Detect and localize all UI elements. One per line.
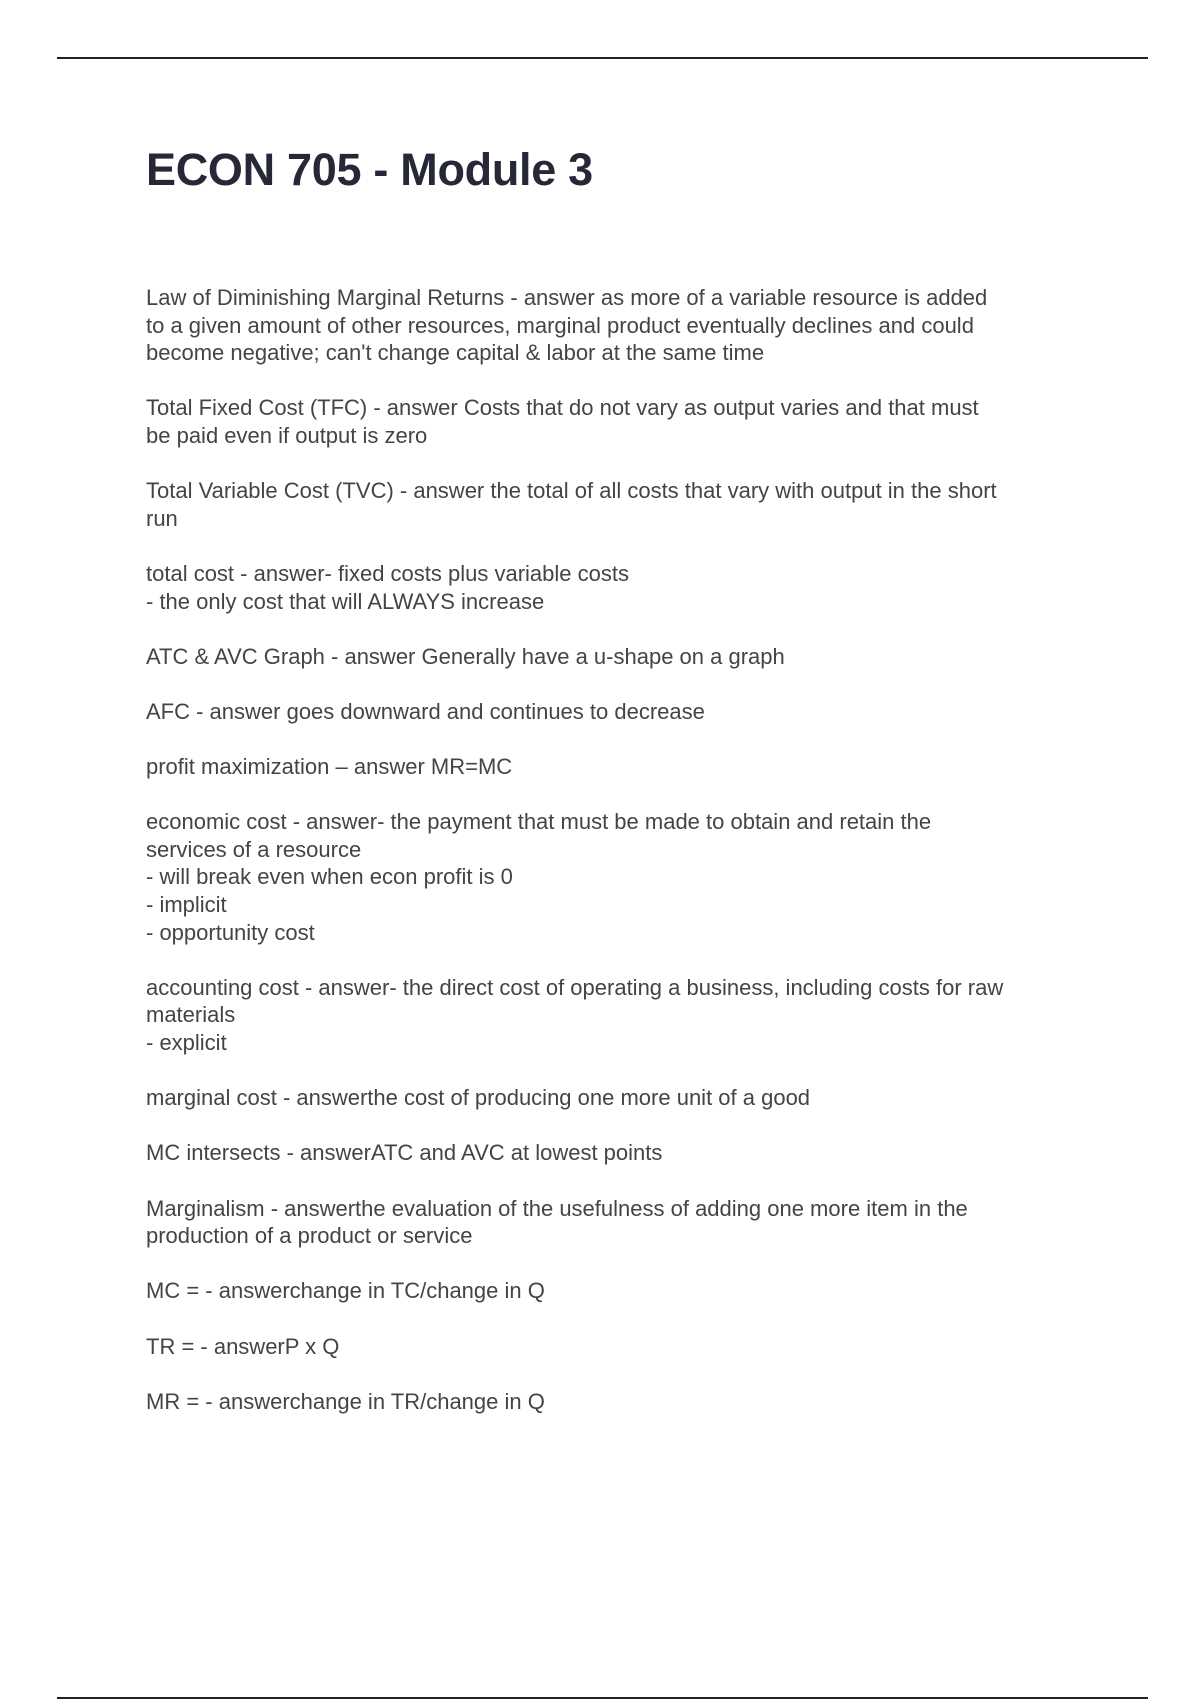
- flashcard-line: - the only cost that will ALWAYS increase: [146, 588, 545, 614]
- flashcard-item: [146, 394, 1146, 449]
- flashcard-item: [146, 477, 1146, 532]
- flashcard-line: run: [146, 505, 178, 531]
- flashcard-item: [146, 560, 1146, 615]
- flashcard-line: - will break even when econ profit is 0: [146, 864, 513, 890]
- flashcard-line: MC = - answerchange in TC/change in Q: [146, 1278, 545, 1304]
- flashcard-line: Law of Diminishing Marginal Returns - answer as more of a variable resource is added: [146, 285, 988, 310]
- flashcard-line: Total Fixed Cost (TFC) - answer Costs that do not vary as output varies and that must: [146, 395, 979, 421]
- flashcard-item: [146, 284, 1146, 367]
- flashcard-line: marginal cost - answerthe cost of producing one more unit of a good: [146, 1085, 811, 1111]
- flashcard-line: total cost - answer- fixed costs plus variable costs: [146, 560, 629, 586]
- flashcard-item: [146, 698, 1146, 726]
- flashcard-line: - implicit: [146, 892, 227, 918]
- flashcard-line: Marginalism - answerthe evaluation of the usefulness of adding one more item in the: [146, 1195, 968, 1221]
- flashcard-line: be paid even if output is zero: [146, 422, 428, 448]
- flashcard-line: services of a resource: [146, 836, 362, 862]
- footer-rule: [57, 1697, 1148, 1699]
- flashcard-item: [146, 1084, 1146, 1112]
- flashcard-line: materials: [146, 1002, 236, 1028]
- page-title: ECON 705 - Module 3: [146, 144, 593, 195]
- header-rule: [57, 57, 1148, 59]
- flashcard-line: - opportunity cost: [146, 919, 315, 945]
- flashcard-line: production of a product or service: [146, 1223, 473, 1249]
- flashcard-item: [146, 808, 1146, 946]
- flashcard-line: MR = - answerchange in TR/change in Q: [146, 1388, 545, 1414]
- flashcard-line: Total Variable Cost (TVC) - answer the total of all costs that vary with output in the short: [146, 478, 997, 504]
- flashcard-line: TR = - answerP x Q: [146, 1333, 340, 1359]
- flashcard-line: become negative; can't change capital & labor at the same time: [146, 340, 765, 366]
- flashcard-item: [146, 1195, 1146, 1250]
- flashcard-line: MC intersects - answerATC and AVC at lowest points: [146, 1140, 663, 1166]
- flashcard-line: AFC - answer goes downward and continues to decrease: [146, 698, 705, 724]
- flashcard-item: [146, 974, 1146, 1057]
- flashcard-item: [146, 1388, 1146, 1416]
- flashcard-item: [146, 1277, 1146, 1305]
- flashcard-list: [146, 284, 1146, 1443]
- flashcard-line: ATC & AVC Graph - answer Generally have a u-shape on a graph: [146, 643, 785, 669]
- flashcard-line: profit maximization – answer MR=MC: [146, 754, 513, 780]
- flashcard-line: accounting cost - answer- the direct cost of operating a business, including costs for raw: [146, 974, 1004, 1000]
- flashcard-line: to a given amount of other resources, marginal product eventually declines and could: [146, 312, 974, 338]
- flashcard-item: [146, 1333, 1146, 1361]
- flashcard-item: [146, 643, 1146, 671]
- flashcard-line: economic cost - answer- the payment that must be made to obtain and retain the: [146, 809, 932, 835]
- flashcard-line: - explicit: [146, 1030, 227, 1056]
- flashcard-item: [146, 1139, 1146, 1167]
- flashcard-item: [146, 753, 1146, 781]
